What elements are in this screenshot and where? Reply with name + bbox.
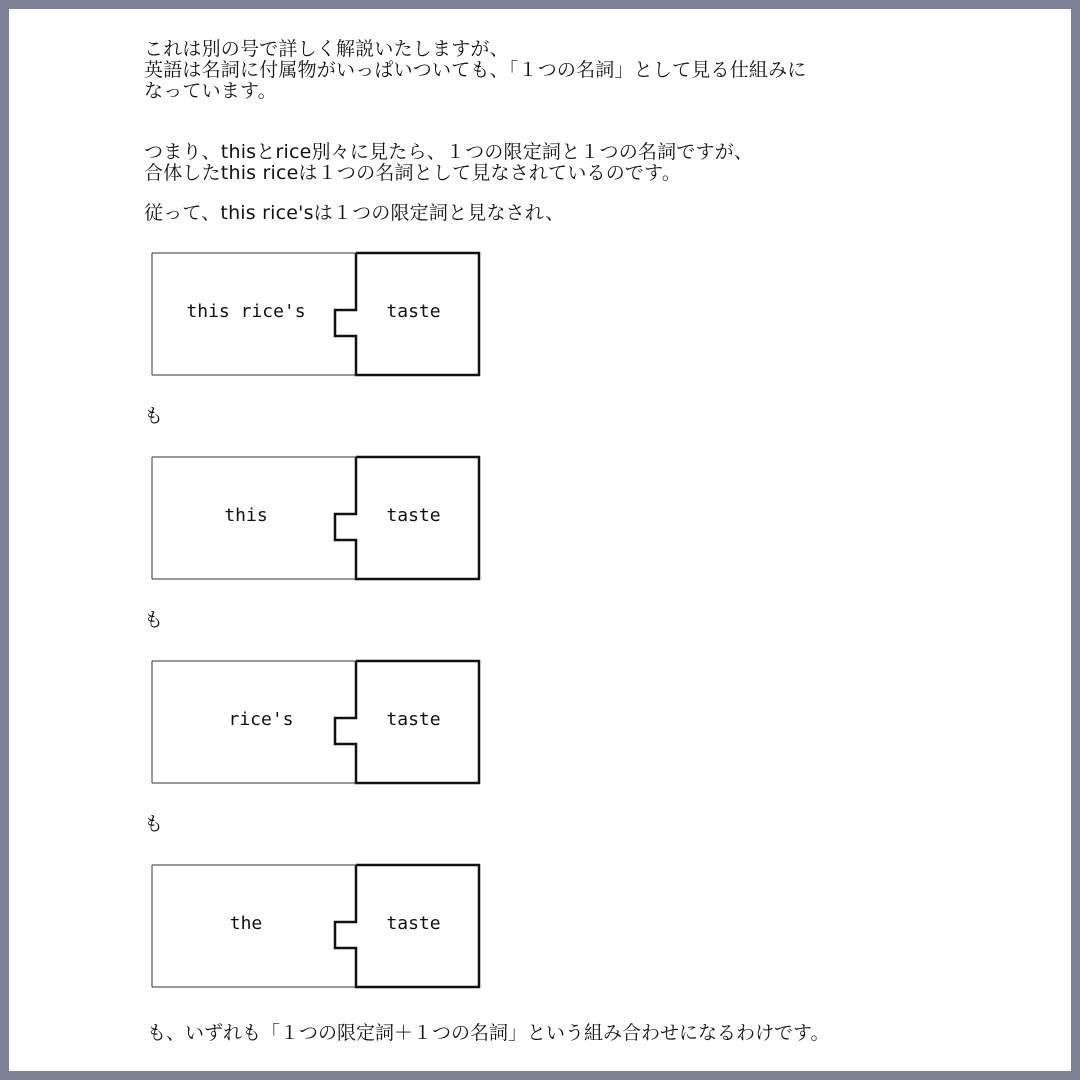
determiner-label: this [224, 505, 268, 526]
determiner-label: the [229, 913, 263, 934]
therefore-line: 従って、this rice'sは１つの限定詞と見なされ、 [144, 202, 565, 224]
intro-paragraph [144, 39, 807, 102]
noun-label: taste [386, 301, 441, 322]
document-page [9, 9, 1071, 1071]
connector-text: も [144, 609, 164, 631]
intro-line: これは別の号で詳しく解説いたしますが、 [144, 38, 509, 60]
connector-text: も [144, 405, 164, 427]
puzzle-diagram [151, 864, 481, 990]
connector-text: も [144, 813, 164, 835]
explanation-paragraph [144, 142, 753, 184]
conclusion-line: も、いずれも「１つの限定詞＋１つの名詞」という組み合わせになるわけです。 [147, 1022, 830, 1044]
puzzle-diagram [151, 252, 481, 378]
explanation-line: つまり、thisとrice別々に見たら、１つの限定詞と１つの名詞ですが、 [144, 141, 754, 163]
noun-label: taste [386, 505, 441, 526]
noun-label: taste [386, 709, 441, 730]
intro-line: なっています。 [144, 80, 277, 102]
puzzle-diagram [151, 660, 481, 786]
explanation-line: 合体したthis riceは１つの名詞として見なされているのです。 [144, 162, 682, 184]
puzzle-diagram [151, 456, 481, 582]
determiner-label: rice's [228, 709, 294, 730]
determiner-label: this rice's [186, 301, 306, 322]
intro-line: 英語は名詞に付属物がいっぱいついても、「１つの名詞」として見る仕組みに [144, 59, 807, 81]
noun-label: taste [386, 913, 441, 934]
